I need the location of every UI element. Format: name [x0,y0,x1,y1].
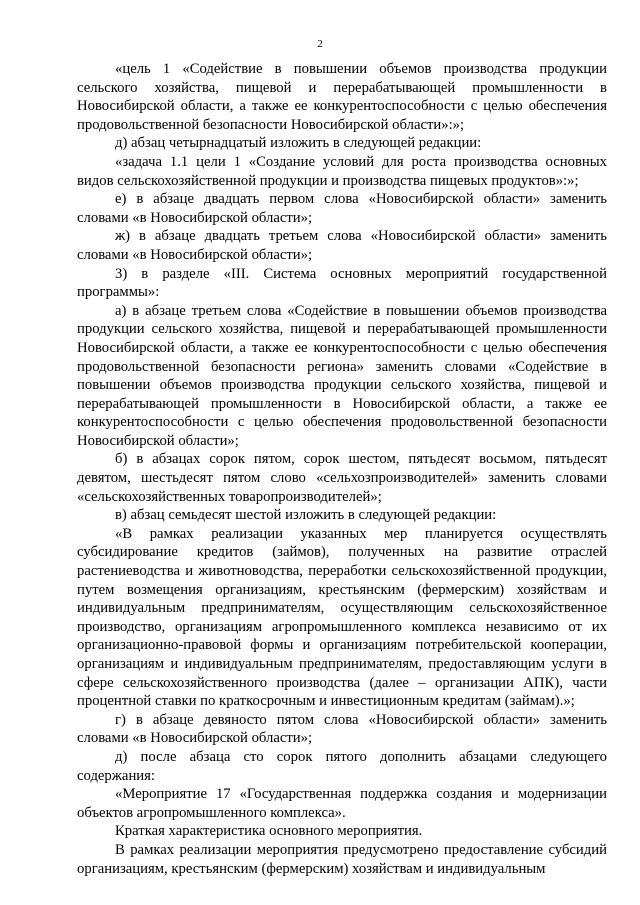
paragraph-measure-17: «Мероприятие 17 «Государственная поддержка создания и модернизации объектов агропромышленного комплекса». [77,786,607,821]
paragraph-task-1-1: «задача 1.1 цели 1 «Создание условий для роста производства основных видов сельскохозяйственной продукции и производства пищевых продуктов»:»; [77,153,607,189]
paragraph-subsidy-provision: В рамках реализации мероприятия предусмотрено предоставление субсидий организациям, крестьянским (фермерским) хозяйствам и индивидуальным [77,841,607,877]
paragraph-item-a: а) в абзаце третьем слова «Содействие в повышении объемов производства продукции сельского хозяйства, пищевой и перерабатывающей промышленности Новосибирской области, а также ее конкурентоспособности с целью обеспечения продовольственной безопасности региона» заменить словами «Содействие в повышении объемов производства продукции сельского хозяйства, пищевой и перерабатывающей промышленности в Новосибирской области, а также ее конкурентоспособности с целью обеспечения продовольственной безопасности Новосибирской области»; [77,302,607,449]
paragraph-item-d-2: д) после абзаца сто сорок пятого дополнить абзацами следующего содержания: [77,748,607,784]
paragraph-section-3: 3) в разделе «III. Система основных мероприятий государственной программы»: [77,265,607,301]
paragraph-item-v: в) абзац семьдесят шестой изложить в следующей редакции: [115,507,497,524]
paragraph-goal-1: «цель 1 «Содействие в повышении объемов производства продукции сельского хозяйства, пищевой и перерабатывающей промышленности в Новосибирской области, а также ее конкурентоспособности с целью обеспечения продовольственной безопасности Новосибирской области»:»; [77,61,607,133]
paragraph-item-zh: ж) в абзаце двадцать третьем слова «Новосибирской области» заменить словами «в Новосибирской области»; [77,228,607,263]
paragraph-item-e: е) в абзаце двадцать первом слова «Новосибирской области» заменить словами «в Новосибирской области»; [77,191,607,226]
paragraph-brief-description: Краткая характеристика основного мероприятия. [115,823,423,840]
paragraph-subsidies-quote: «В рамках реализации указанных мер планируется осуществлять субсидирование кредитов (займов), полученных на развитие отраслей растениеводства и животноводства, переработки сельскохозяйственной продукции, путем возмещения организациям, крестьянским (фермерским) хозяйствам и индивидуальным предпринимателям, осуществляющим сельскохозяйственное производство, организациям агропромышленного комплекса независимо от их организационно-правовой формы и организациям потребительской кооперации, организациям и индивидуальным предпринимателям, предоставляющим услуги в сфере сельскохозяйственного производства (далее – организации АПК), части процентной ставки по краткосрочным и инвестиционным кредитам (займам).»; [77,525,607,710]
paragraph-item-b: б) в абзацах сорок пятом, сорок шестом, пятьдесят восьмом, пятьдесят девятом, шестьдесят пятом слово «сельхозпроизводителей» заменить словами «сельскохозяйственных товаропроизводителей»; [77,451,607,505]
paragraph-item-d: д) абзац четырнадцатый изложить в следующей редакции: [115,135,482,152]
page-number: 2 [317,38,323,50]
document-body [77,60,607,878]
paragraph-item-g: г) в абзаце девяносто пятом слова «Новосибирской области» заменить словами «в Новосибирской области»; [77,711,607,747]
